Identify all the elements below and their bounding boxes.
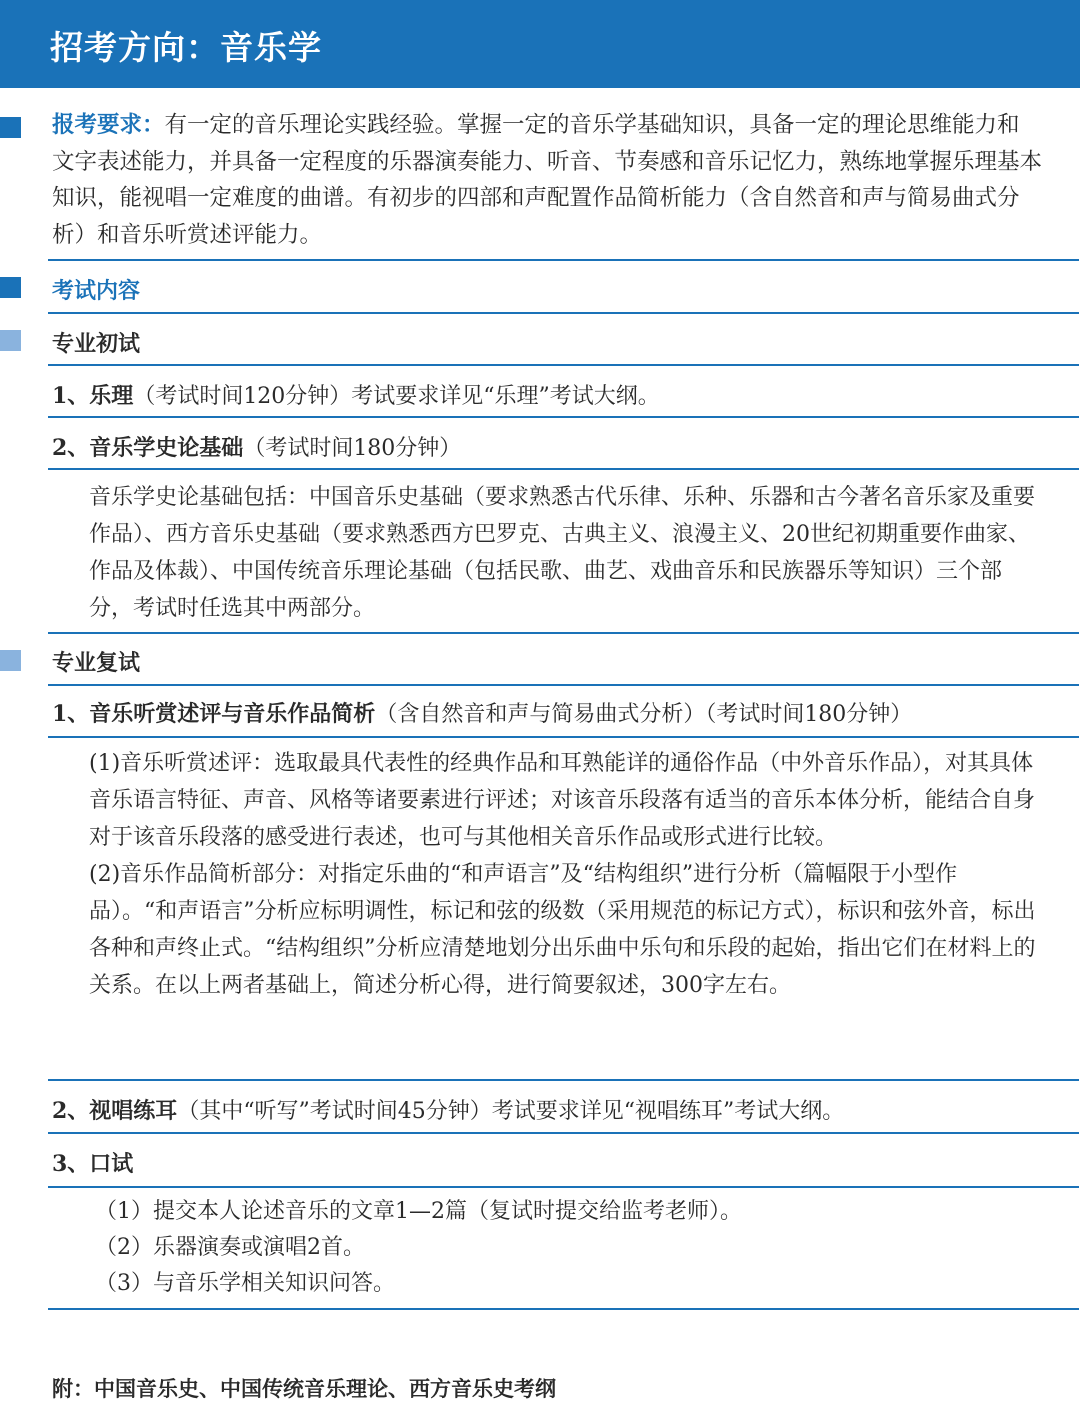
exam-content-heading: 考试内容	[52, 278, 141, 304]
divider	[48, 632, 1079, 634]
requirements-label: 报考要求：	[52, 112, 165, 138]
item-text: （考试时间180分钟）	[243, 436, 462, 461]
detail-paragraph-2: (2)音乐作品简析部分：对指定乐曲的“和声语言”及“结构组织”进行分析（篇幅限于小型作品）。“和声语言”分析应标明调性，标记和弦的级数（采用规范的标记方式），标识和弦外音，标出各种和声终止式。“结构组织”分析应清楚地划分出乐曲中乐句和乐段的起始，指出它们在材料上的关系。在以上两者基础上，简述分析心得，进行简要叙述，300字左右。	[89, 862, 1036, 998]
header-banner	[0, 0, 1080, 88]
divider	[48, 468, 1079, 470]
list-item: （2）乐器演奏或演唱2首。	[95, 1235, 365, 1260]
detail-paragraph-1: (1)音乐听赏述评：选取最具代表性的经典作品和耳熟能详的通俗作品（中外音乐作品），对其具体音乐语言特征、声音、风格等诸要素进行评述；对该音乐段落有适当的音乐本体分析，能结合自身对于该音乐段落的感受进行表述，也可与其他相关音乐作品或形式进行比较。	[89, 751, 1036, 850]
divider	[48, 736, 1079, 738]
retest-item-1	[52, 697, 1042, 728]
retest-heading: 专业复试	[52, 650, 141, 676]
music-history-detail: 音乐学史论基础包括：中国音乐史基础（要求熟悉古代乐律、乐种、乐器和古今著名音乐家及重要作品）、西方音乐史基础（要求熟悉西方巴罗克、古典主义、浪漫主义、20世纪初期重要作曲家、作品及体裁）、中国传统音乐理论基础（包括民歌、曲艺、戏曲音乐和民族器乐等知识）三个部分，考试时任选其中两部分。	[89, 485, 1036, 621]
item-title: 2、音乐学史论基础	[52, 435, 244, 461]
subsection-marker	[0, 650, 21, 671]
item-text: （含自然音和声与简易曲式分析）（考试时间180分钟）	[375, 702, 913, 727]
retest-item-3-title: 3、口试	[52, 1151, 134, 1177]
divider	[48, 1308, 1079, 1310]
section-marker	[0, 277, 21, 298]
divider	[48, 416, 1079, 418]
item-title: 2、视唱练耳	[52, 1098, 178, 1124]
divider	[48, 1079, 1079, 1081]
preliminary-heading: 专业初试	[52, 331, 141, 357]
page-title: 招考方向：音乐学	[50, 28, 322, 67]
divider	[48, 1132, 1079, 1134]
list-item: （1）提交本人论述音乐的文章1—2篇（复试时提交给监考老师）。	[95, 1199, 742, 1224]
item-text: （考试时间120分钟）考试要求详见“乐理”考试大纲。	[133, 384, 660, 409]
divider	[48, 684, 1079, 686]
oral-exam-list	[95, 1194, 1035, 1302]
item-title: 1、音乐听赏述评与音乐作品简析	[52, 701, 376, 727]
divider	[48, 259, 1079, 261]
preliminary-item-2	[52, 431, 1042, 462]
item-title: 1、乐理	[52, 383, 134, 409]
preliminary-item-1	[52, 379, 1042, 410]
divider	[48, 1186, 1079, 1188]
appendix-note: 附：中国音乐史、中国传统音乐理论、西方音乐史考纲	[52, 1376, 556, 1401]
divider	[48, 364, 1079, 366]
item-text: （其中“听写”考试时间45分钟）考试要求详见“视唱练耳”考试大纲。	[177, 1099, 845, 1124]
requirements-paragraph	[52, 107, 1042, 253]
divider	[48, 312, 1079, 314]
requirements-text: 有一定的音乐理论实践经验。掌握一定的音乐学基础知识，具备一定的理论思维能力和文字表述能力，并具备一定程度的乐器演奏能力、听音、节奏感和音乐记忆力，熟练地掌握乐理基本知识，能视唱一定难度的曲谱。有初步的四部和声配置作品简析能力（含自然音和声与简易曲式分析）和音乐听赏述评能力。	[52, 112, 1043, 248]
retest-item-2	[52, 1094, 1042, 1125]
listening-analysis-detail	[89, 745, 1041, 1004]
list-item: （3）与音乐学相关知识问答。	[95, 1271, 395, 1296]
subsection-marker	[0, 330, 21, 351]
section-marker	[0, 117, 21, 138]
